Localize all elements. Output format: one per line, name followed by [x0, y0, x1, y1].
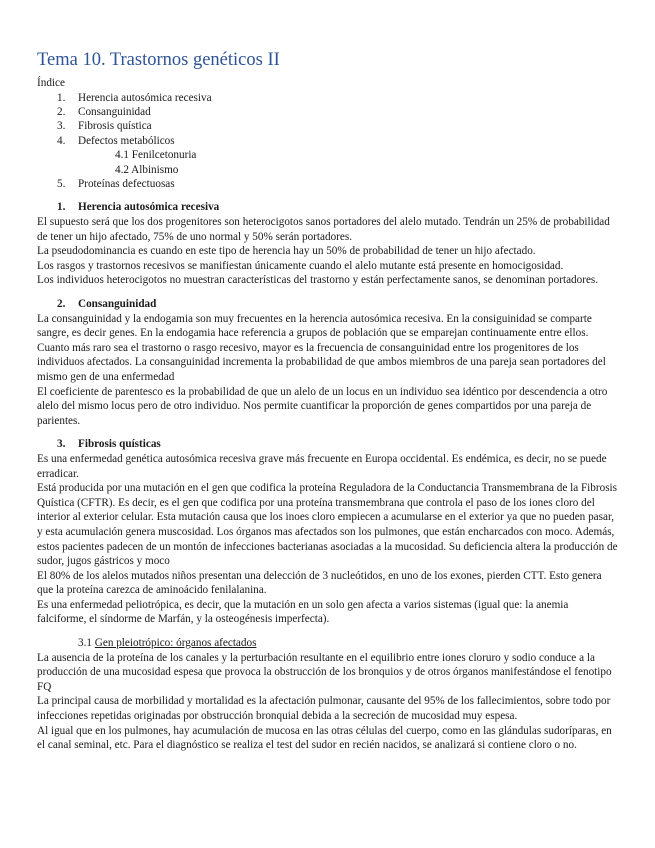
table-of-contents	[37, 91, 619, 192]
paragraph: El supuesto será que los dos progenitores son heterocigotos sanos portadores del alelo mutado. Tendrán un 25% de probabilidad de tener un hijo afectado, 75% de uno normal y 50% serán portadores.	[37, 216, 610, 243]
toc-item: 4. Defectos metabólicos	[57, 134, 175, 147]
toc-item: 5. Proteínas defectuosas	[57, 178, 175, 191]
section-heading-2: 2. Consanguinidad	[57, 298, 157, 310]
paragraph: La principal causa de morbilidad y mortalidad es la afectación pulmonar, causante del 95% de los fallecimientos, sobre todo por infecciones repetidas originadas por obstrucción bronquial debida a la secreción de mucosidad muy espesa.	[37, 695, 611, 723]
paragraph: El coeficiente de parentesco es la probabilidad de que un alelo de un locus en un individuo sea idéntico por descendencia a otro alelo del mismo locus pero de otro individuo. Nos permite cuantificar la proporción de genes compartidos por una pareja de parientes.	[37, 385, 608, 427]
paragraph: Es una enfermedad peliotrópica, es decir, que la mutación en un solo gen afecta a varios sistemas (igual que: la anemia falciforme, el síndorme de Marfán, y la osteogénesis imperfecta).	[37, 598, 569, 626]
index-label: Índice	[37, 77, 65, 89]
section-heading-1: 1. Herencia autosómica recesiva	[57, 201, 220, 214]
paragraph: Es una enfermedad genética autosómica recesiva grave más frecuente en Europa occidental. Es endémica, es decir, no se puede erradicar.	[37, 452, 607, 480]
page-title: Tema 10. Trastornos genéticos II	[37, 50, 280, 70]
paragraph: La consanguinidad y la endogamia son muy frecuentes en la herencia autosómica recesiva. En la consiguinidad se comparte sangre, es decir genes. En la endogamia hace referencia a grupos de población que se emparejan continuamente entre ellos. Cuanto más raro sea el trastorno o rasgo recesivo, mayor es la frecuencia de consanguinidad entre los progenitores de los individuos afectados. La consanguinidad incrementa la probabilidad de que ambos miembros de una pareja sean portadores del mismo gen de una enfermedad	[37, 312, 606, 383]
toc-subitem: 4.2 Albinismo	[115, 163, 179, 176]
toc-subitem: 4.1 Fenilcetonuria	[115, 149, 197, 162]
paragraph: La pseudodominancia es cuando en este tipo de herencia hay un 50% de probabilidad de tener un hijo afectado.	[37, 245, 536, 258]
paragraph: Los rasgos y trastornos recesivos se manifiestan únicamente cuando el alelo mutante está presente en homocigosidad.	[37, 259, 564, 272]
toc-item: 3. Fibrosis quística	[57, 120, 152, 133]
paragraph: Los individuos heterocigotos no muestran características del trastorno y están perfectamente sanos, se denominan portadores.	[37, 274, 599, 287]
paragraph: Al igual que en los pulmones, hay acumulación de mucosa en las otras células del cuerpo, como en las glándulas sudoríparas, en el canal seminal, etc. Para el diagnóstico se realiza el test del sudor en recién nacidos, se analizará si contiene cloro o no.	[37, 724, 612, 752]
toc-item: 2. Consanguinidad	[57, 106, 151, 118]
document-page	[37, 48, 619, 753]
subsection-heading: 3.1 Gen pleiotrópico: órganos afectados	[78, 637, 257, 650]
paragraph: Está producida por una mutación en el gen que codifica la proteína Reguladora de la Conductancia Transmembrana de la Fibrosis Quística (CFTR). Es decir, es el gen que codifica por una proteína transmembrana que controla el paso de los iones cloro del interior al exterior celular. Esta mutación causa que los inoes cloro empiecen a acumularse en el exterior ya que no pueden pasar, y esta acumulación genera muscosidad. Los órganos mas afectados son los pulmones, que están encharcados con moco. Además, estos pacientes padecen de un montón de infecciones bacterianas asociadas a la mucosidad. Su deficiencia altera la producción de sudor, jugos gástricos y moco	[37, 482, 618, 568]
paragraph: El 80% de los alelos mutados niños presentan una delección de 3 nucleótidos, en uno de los exones, pierden CTT. Esto genera que la proteína carezca de aminoácido fenilalanina.	[37, 569, 602, 597]
toc-item: 1. Herencia autosómica recesiva	[57, 91, 212, 104]
section-heading-3: 3. Fibrosis quísticas	[57, 438, 161, 451]
paragraph: La ausencia de la proteína de los canales y la perturbación resultante en el equilibrio entre iones cloruro y sodio conduce a la producción de una mucosidad espesa que provoca la obstrucción de los bronquios y de otros órganos manifestándose el fenotipo FQ	[37, 651, 612, 693]
